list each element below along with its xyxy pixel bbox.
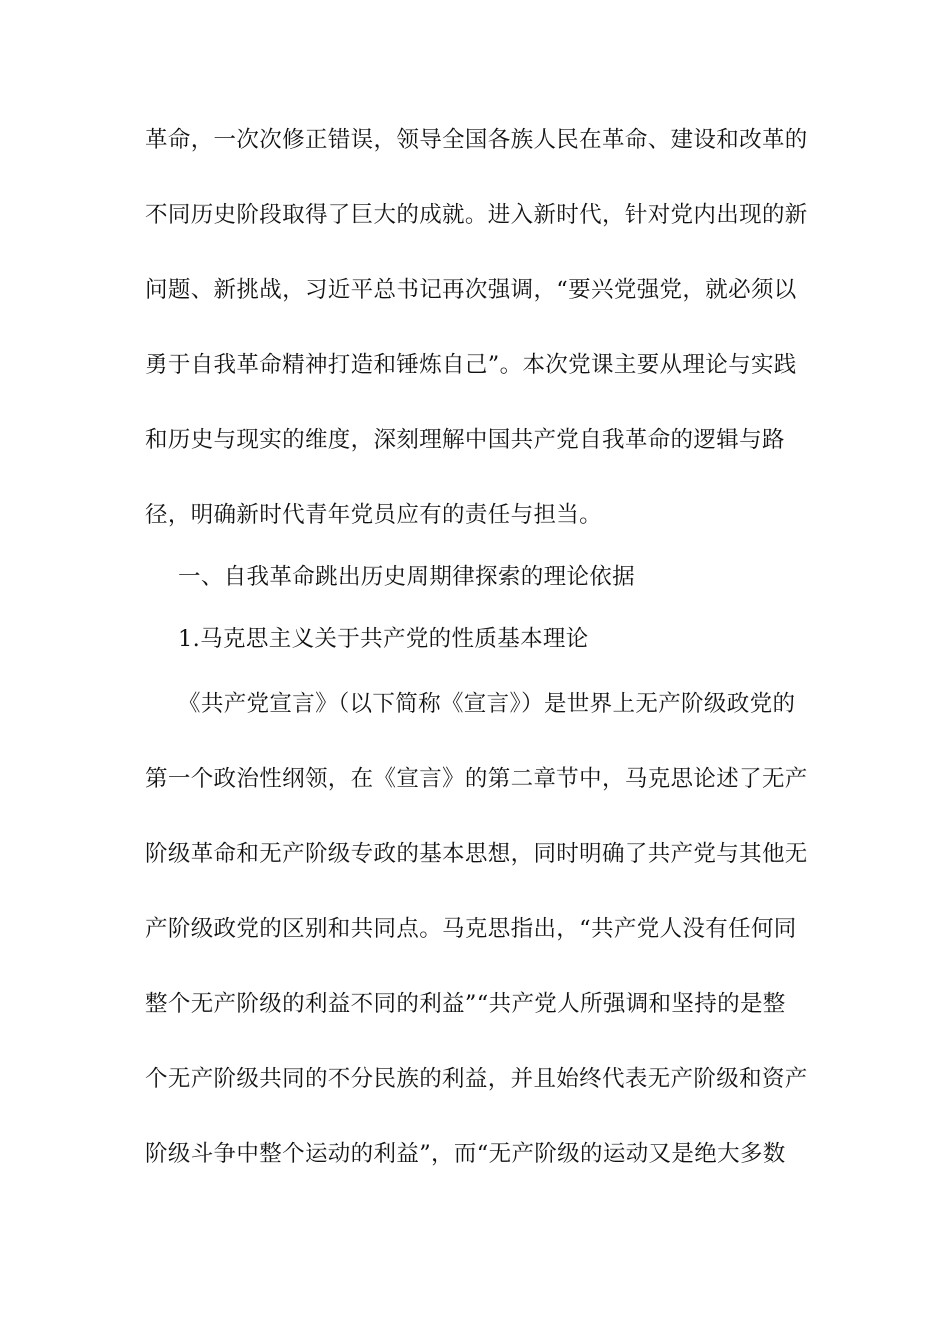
paragraph-line: 阶级斗争中整个运动的利益”，而“无产阶级的运动又是绝大多数 bbox=[145, 1141, 786, 1167]
paragraph-line: 第一个政治性纲领，在《宣言》的第二章节中，马克思论述了无产 bbox=[145, 766, 808, 792]
paragraph-line: 个无产阶级共同的不分民族的利益，并且始终代表无产阶级和资产 bbox=[145, 1066, 808, 1092]
paragraph-line: 产阶级政党的区别和共同点。马克思指出，“共产党人没有任何同 bbox=[145, 916, 797, 942]
paragraph-line: 径，明确新时代青年党员应有的责任与担当。 bbox=[145, 502, 603, 528]
section-heading: 一、自我革命跳出历史周期律探索的理论依据 bbox=[178, 564, 636, 590]
paragraph-line: 整个无产阶级的利益不同的利益”“共产党人所强调和坚持的是整 bbox=[145, 991, 786, 1017]
paragraph-line: 阶级革命和无产阶级专政的基本思想，同时明确了共产党与其他无 bbox=[145, 841, 808, 867]
paragraph-line: 和历史与现实的维度，深刻理解中国共产党自我革命的逻辑与路 bbox=[145, 427, 785, 453]
paragraph-line: 问题、新挑战，习近平总书记再次强调，“要兴党强党，就必须以 bbox=[145, 277, 797, 303]
paragraph-line: 革命，一次次修正错误，领导全国各族人民在革命、建设和改革的 bbox=[145, 127, 808, 153]
paragraph-line: 《共产党宣言》（以下简称《宣言》）是世界上无产阶级政党的 bbox=[178, 691, 796, 717]
paragraph-line: 不同历史阶段取得了巨大的成就。进入新时代，针对党内出现的新 bbox=[145, 202, 808, 228]
paragraph-line: 勇于自我革命精神打造和锤炼自己”。本次党课主要从理论与实践 bbox=[145, 352, 797, 378]
subsection-heading: 1.马克思主义关于共产党的性质基本理论 bbox=[178, 626, 589, 652]
